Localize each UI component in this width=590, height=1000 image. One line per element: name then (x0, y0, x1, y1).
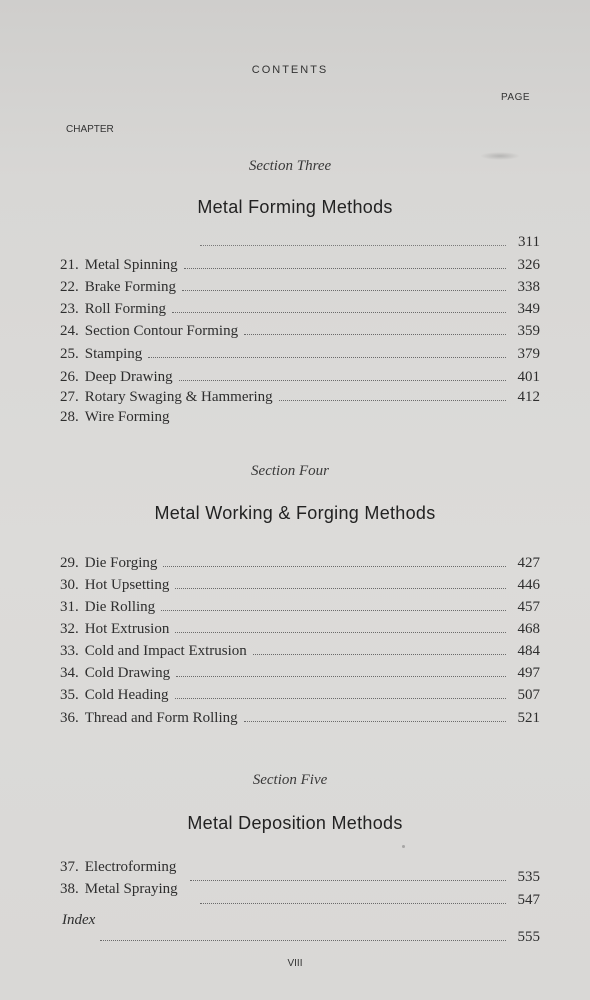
entry-page: 412 (517, 389, 540, 405)
section-heading: Metal Working & Forging Methods (154, 503, 436, 523)
entry-number: 25. (60, 346, 79, 362)
page-number: VIII (287, 958, 303, 969)
entry-number: 31. (60, 599, 79, 615)
entry-page: 446 (517, 577, 540, 593)
entry-page: 427 (517, 555, 540, 571)
toc-entry-leader (60, 926, 540, 946)
toc-entry[interactable] (60, 276, 540, 296)
dot-leader (182, 289, 506, 291)
toc-entry[interactable] (60, 254, 540, 274)
dot-leader (161, 609, 506, 611)
entry-page: 468 (517, 621, 540, 637)
section-label: Section Four (251, 463, 329, 479)
toc-entry[interactable] (60, 662, 540, 682)
entry-title: Stamping (84, 346, 143, 362)
entry-number: 33. (60, 643, 79, 659)
entry-number: 23. (60, 301, 79, 317)
entry-number: 36. (60, 710, 79, 726)
dot-leader (200, 902, 506, 904)
section-heading: Metal Forming Methods (197, 197, 393, 217)
entry-page: 311 (518, 234, 540, 250)
entry-title: Roll Forming (84, 301, 167, 317)
entry-title: Index (62, 912, 96, 928)
dot-leader (148, 356, 506, 358)
page-column-header: PAGE (501, 92, 531, 103)
entry-number: 22. (60, 279, 79, 295)
entry-title: Die Rolling (84, 599, 156, 615)
section-heading: Metal Deposition Methods (187, 813, 403, 833)
toc-entry[interactable] (60, 640, 540, 660)
toc-entry[interactable] (60, 707, 540, 727)
entry-page: 535 (517, 869, 540, 885)
entry-title: Electroforming (84, 859, 177, 875)
entry-page: 349 (517, 301, 540, 317)
dot-leader (172, 311, 506, 313)
entry-title: Thread and Form Rolling (84, 710, 238, 726)
entry-page: 379 (517, 346, 540, 362)
entry-page: 326 (517, 257, 540, 273)
toc-entry[interactable] (60, 406, 540, 426)
entry-title: Section Contour Forming (84, 323, 239, 339)
dot-leader (175, 697, 507, 699)
entry-number: 30. (60, 577, 79, 593)
section-label: Section Five (252, 772, 328, 788)
toc-entry[interactable] (60, 552, 540, 572)
entry-page: 507 (517, 687, 540, 703)
toc-entry[interactable] (60, 386, 540, 406)
toc-entry[interactable] (60, 298, 540, 318)
entry-title: Cold Drawing (84, 665, 171, 681)
entry-page: 484 (517, 643, 540, 659)
entry-page: 555 (517, 929, 540, 945)
entry-page: 457 (517, 599, 540, 615)
toc-entry[interactable] (60, 320, 540, 340)
dot-leader (179, 379, 506, 381)
entry-title: Metal Spraying (84, 881, 178, 897)
toc-entry[interactable] (60, 684, 540, 704)
entry-number: 32. (60, 621, 79, 637)
dot-leader (279, 399, 506, 401)
entry-page: 359 (517, 323, 540, 339)
dot-leader (163, 565, 506, 567)
entry-number: 35. (60, 687, 79, 703)
entry-title: Deep Drawing (84, 369, 173, 385)
entry-page: 521 (517, 710, 540, 726)
entry-title: Wire Forming (84, 409, 170, 425)
entry-title: Cold Heading (84, 687, 169, 703)
entry-title: Hot Upsetting (84, 577, 170, 593)
dot-leader (200, 244, 506, 246)
dot-leader (175, 631, 506, 633)
entry-number: 27. (60, 389, 79, 405)
dot-leader (175, 587, 506, 589)
toc-entry-leader (60, 889, 540, 909)
entry-number: 26. (60, 369, 79, 385)
entry-title: Brake Forming (84, 279, 176, 295)
entry-number: 28. (60, 409, 79, 425)
page-speck (402, 845, 405, 848)
chapter-column-header: CHAPTER (66, 124, 114, 135)
entry-page: 547 (517, 892, 540, 908)
entry-title: Metal Spinning (84, 257, 178, 273)
entry-number: 21. (60, 257, 79, 273)
section-label: Section Three (248, 158, 332, 174)
entry-title: Die Forging (84, 555, 158, 571)
dot-leader (253, 653, 506, 655)
dot-leader (244, 720, 506, 722)
entry-number: 37. (60, 859, 79, 875)
toc-entry[interactable] (60, 366, 540, 386)
dot-leader (176, 675, 506, 677)
dot-leader (244, 333, 506, 335)
section-start-page-row (60, 233, 540, 251)
entry-number: 34. (60, 665, 79, 681)
toc-entry[interactable] (60, 343, 540, 363)
contents-title: CONTENTS (251, 64, 329, 76)
entry-title: Rotary Swaging & Hammering (84, 389, 273, 405)
dot-leader (184, 267, 506, 269)
toc-entry[interactable] (60, 596, 540, 616)
entry-title: Cold and Impact Extrusion (84, 643, 247, 659)
entry-page: 497 (517, 665, 540, 681)
toc-entry[interactable] (60, 618, 540, 638)
dot-leader (100, 939, 506, 941)
entry-number: 24. (60, 323, 79, 339)
entry-page: 401 (517, 369, 540, 385)
entry-number: 38. (60, 881, 79, 897)
entry-number: 29. (60, 555, 79, 571)
entry-page: 338 (517, 279, 540, 295)
toc-entry[interactable] (60, 574, 540, 594)
entry-title: Hot Extrusion (84, 621, 170, 637)
